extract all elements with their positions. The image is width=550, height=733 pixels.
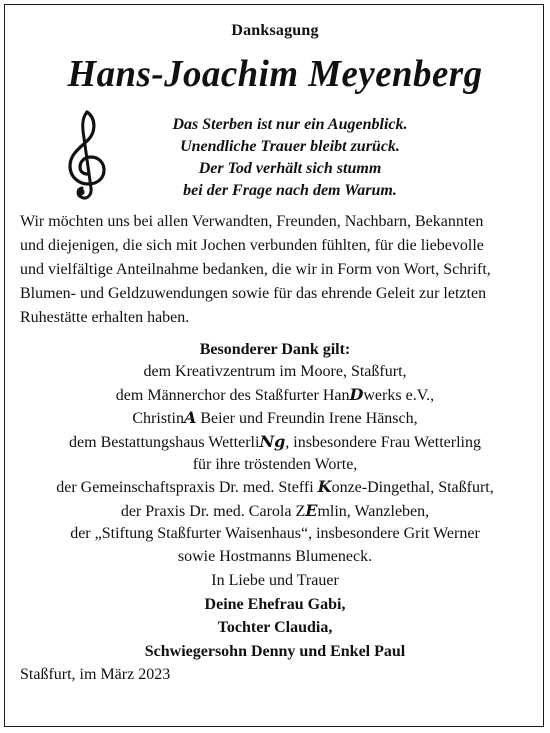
- ornamental-letter: Ng: [259, 431, 286, 451]
- thanks-line: [0, 407, 550, 430]
- thanks-paragraph: [20, 210, 532, 330]
- thanks-line: für ihre tröstenden Worte,: [192, 456, 358, 474]
- ornamental-letter: E: [305, 500, 318, 520]
- verse-line: Unendliche Trauer bleibt zurück.: [180, 138, 400, 155]
- paragraph-line: Blumen- und Geldzuwendungen sowie für das ehrende Geleit zur letzten: [20, 285, 487, 302]
- paragraph-line: und diejenigen, die sich mit Jochen verbunden fühlten, für die liebevolle: [20, 237, 484, 254]
- thanks-line: [0, 476, 550, 499]
- paragraph-line: Wir möchten uns bei allen Verwandten, Freunden, Nachbarn, Bekannten: [20, 213, 484, 230]
- thanks-text: der Gemeinschaftspraxis Dr. med. Steffi: [56, 479, 318, 497]
- verse-line: Der Tod verhält sich stumm: [198, 160, 382, 177]
- signer-daughter: Tochter Claudia,: [217, 619, 333, 636]
- signer-wife: Deine Ehefrau Gabi,: [204, 595, 346, 613]
- verse-block: [130, 114, 450, 202]
- thanks-line: [0, 431, 550, 454]
- thanks-line: [0, 384, 550, 407]
- thanks-text: , insbesondere Frau Wetterling: [285, 433, 481, 451]
- paragraph-line: und vielfältige Anteilnahme bedanken, die wir in Form von Wort, Schrift,: [20, 261, 491, 278]
- thanks-text: dem Männerchor des Staßfurter Han: [115, 386, 350, 404]
- ornamental-letter: A: [183, 408, 197, 428]
- special-thanks-block: [0, 339, 550, 568]
- ornamental-letter: K: [317, 477, 332, 497]
- thanks-text: onze-Dingethal, Staßfurt,: [331, 479, 494, 497]
- treble-clef-icon: [60, 108, 112, 200]
- signature-block: [0, 569, 550, 663]
- notice-heading: Danksagung: [231, 22, 319, 39]
- thanks-text: mlin, Wanzleben,: [317, 502, 430, 520]
- verse-line: Das Sterben ist nur ein Augenblick.: [172, 116, 408, 133]
- thanks-text: Christin: [132, 410, 184, 428]
- paragraph-line: Ruhestätte erhalten haben.: [20, 309, 190, 326]
- thanks-text: der Praxis Dr. med. Carola Z: [120, 502, 306, 520]
- thanks-text: dem Bestattungshaus Wetterli: [69, 433, 260, 451]
- thanks-text: werks e.V.,: [363, 386, 435, 404]
- verse-line: bei der Frage nach dem Warum.: [183, 182, 397, 199]
- thanks-line: [0, 500, 550, 523]
- thanks-line: sowie Hostmanns Blumeneck.: [177, 547, 373, 565]
- closing-intro: In Liebe und Trauer: [211, 572, 339, 589]
- thanks-line: der „Stiftung Staßfurter Waisenhaus“, insbesondere Grit Werner: [70, 525, 480, 543]
- signer-family: Schwiegersohn Denny und Enkel Paul: [144, 642, 406, 660]
- place-date: Staßfurt, im März 2023: [20, 666, 171, 683]
- thanks-text: Beier und Freundin Irene Hänsch,: [196, 410, 418, 428]
- special-thanks-heading: Besonderer Dank gilt:: [199, 341, 351, 358]
- thanks-line: dem Kreativzentrum im Moore, Staßfurt,: [143, 363, 407, 381]
- ornamental-letter: D: [349, 384, 364, 404]
- deceased-name: Hans-Joachim Meyenberg: [67, 53, 483, 95]
